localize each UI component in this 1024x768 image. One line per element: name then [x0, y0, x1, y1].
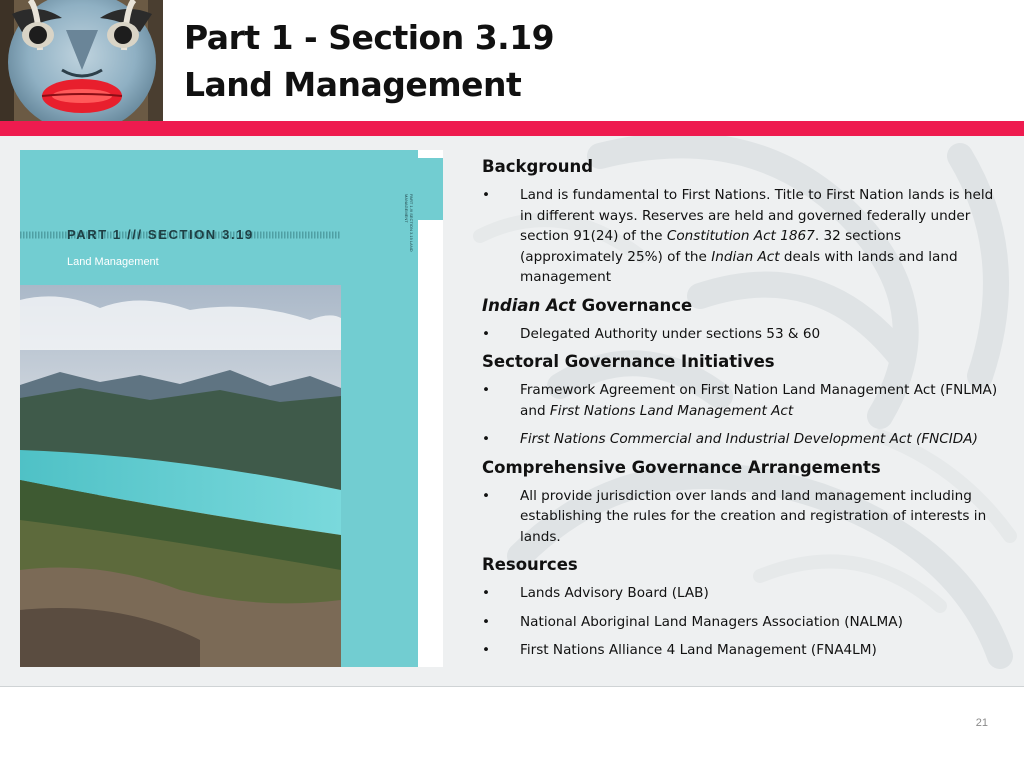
- slide-content: [482, 154, 1002, 669]
- book-cover-subtitle: Land Management: [67, 256, 159, 268]
- book-cover-image: [20, 150, 443, 667]
- list-item: • First Nations Commercial and Industrial Development Act (FNCIDA): [482, 431, 978, 447]
- accent-bar: [0, 121, 1024, 136]
- list-item: • Lands Advisory Board (LAB): [482, 585, 709, 601]
- background-heading: Background: [482, 157, 594, 176]
- page-number: 21: [975, 717, 988, 729]
- list-item: • First Nations Alliance 4 Land Management (FNA4LM): [482, 642, 877, 658]
- list-item: • Land is fundamental to First Nations. Title to First Nation lands is held in different ways. Reserves are held and governed federally under section 91(24) of the Constitution Act 1867. 32 sections (approximately 25%) of the Indian Act deals with lands and land management: [482, 187, 994, 285]
- title-line-2: Land Management: [184, 65, 522, 104]
- book-cover-spine-text: PART 1 /// SECTION 3.19 LAND MANAGEMENT: [404, 194, 414, 252]
- carved-mask-logo-icon: [0, 0, 163, 121]
- indian-act-heading: Indian Act Governance: [482, 295, 693, 315]
- sectoral-heading: Sectoral Governance Initiatives: [482, 352, 775, 371]
- slide-title: [184, 14, 554, 108]
- title-line-1: Part 1 - Section 3.19: [184, 18, 555, 57]
- footer-divider: [0, 686, 1024, 687]
- list-item: • All provide jurisdiction over lands and land management including establishing the rules for the creation and registration of interests in lands.: [482, 487, 987, 545]
- list-item: • National Aboriginal Land Managers Association (NALMA): [482, 613, 903, 630]
- list-item: • Delegated Authority under sections 53 & 60: [482, 325, 821, 342]
- resources-heading: Resources: [482, 555, 578, 574]
- book-cover-heading: PART 1 /// SECTION 3.19: [67, 227, 254, 242]
- comprehensive-heading: Comprehensive Governance Arrangements: [482, 457, 881, 477]
- list-item: • Framework Agreement on First Nation Land Management Act (FNLMA) and First Nations Land Management Act: [482, 382, 998, 419]
